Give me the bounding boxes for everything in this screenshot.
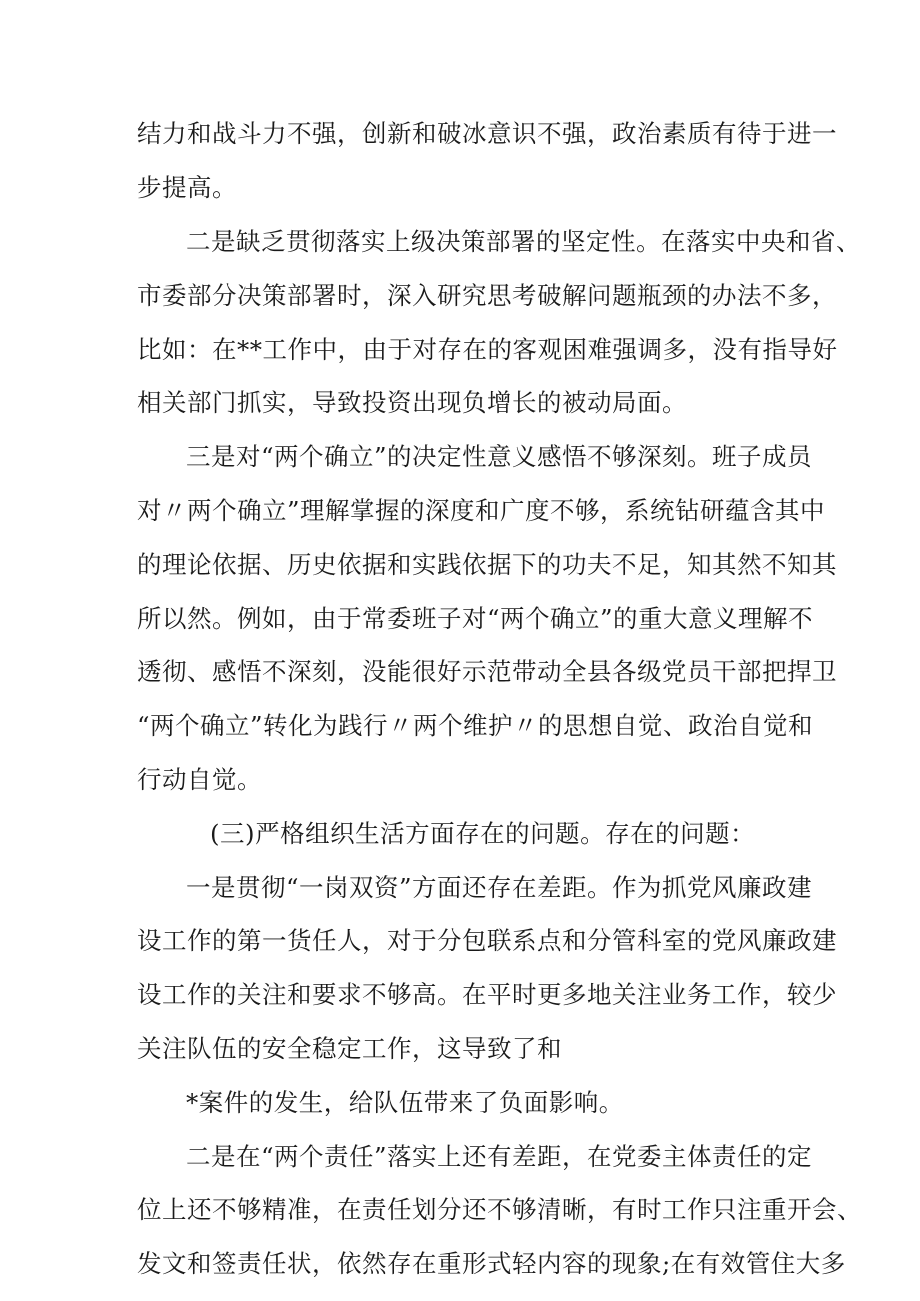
section-heading: (三)严格组织生活方面存在的问题。存在的问题： [210,819,756,848]
paragraph-line: 位上还不够精准，在责任划分还不够清晰，有时工作只注重开会、 [137,1195,862,1224]
paragraph-line: 步提高。 [137,173,237,202]
paragraph-line: 对〃两个确立”理解掌握的深度和广度不够，系统钻研蕴含其中 [137,496,826,525]
paragraph-line: 发文和签责任状，依然存在重形式轻内容的现象;在有效管住大多 [137,1249,846,1278]
paragraph-line: 三是对“两个确立”的决定性意义感悟不够深刻。班子成员 [186,442,813,471]
paragraph-line: 二是缺乏贯彻落实上级决策部署的坚定性。在落实中央和省、 [186,227,861,256]
paragraph-line: 比如：在**工作中，由于对存在的客观困难强调多，没有指导好 [137,335,838,364]
paragraph-line: 的理论依据、历史依据和实践依据下的功夫不足，知其然不知其 [137,550,837,579]
paragraph-line: 结力和战斗力不强，创新和破冰意识不强，政治素质有待于进一 [137,119,837,148]
paragraph-line: 透彻、感悟不深刻，没能很好示范带动全县各级党员干部把捍卫 [137,657,837,686]
paragraph-line: 相关部门抓实，导致投资出现负增长的被动局面。 [137,388,687,417]
paragraph-line: “两个确立”转化为践行〃两个维护〃的思想自觉、政治自觉和 [137,711,814,740]
paragraph-line: 设工作的关注和要求不够高。在平时更多地关注业务工作，较少 [137,980,837,1009]
paragraph-line: 行动自觉。 [137,765,262,794]
paragraph-line: 所以然。例如，由于常委班子对“两个确立”的重大意义理解不 [137,604,814,633]
paragraph-line: 关注队伍的安全稳定工作，这导致了和 [137,1034,562,1063]
paragraph-line: 一是贯彻“一岗双资”方面还存在差距。作为抓党风廉政建 [186,873,813,902]
paragraph-line: *案件的发生，给队伍带来了负面影响。 [186,1088,624,1117]
paragraph-line: 市委部分决策部署时，深入研究思考破解问题瓶颈的办法不多， [137,281,837,310]
paragraph-line: 二是在“两个责任”落实上还有差距，在党委主体责任的定 [186,1142,813,1171]
paragraph-line: 设工作的第一货任人，对于分包联系点和分管科室的党风廉政建 [137,926,837,955]
